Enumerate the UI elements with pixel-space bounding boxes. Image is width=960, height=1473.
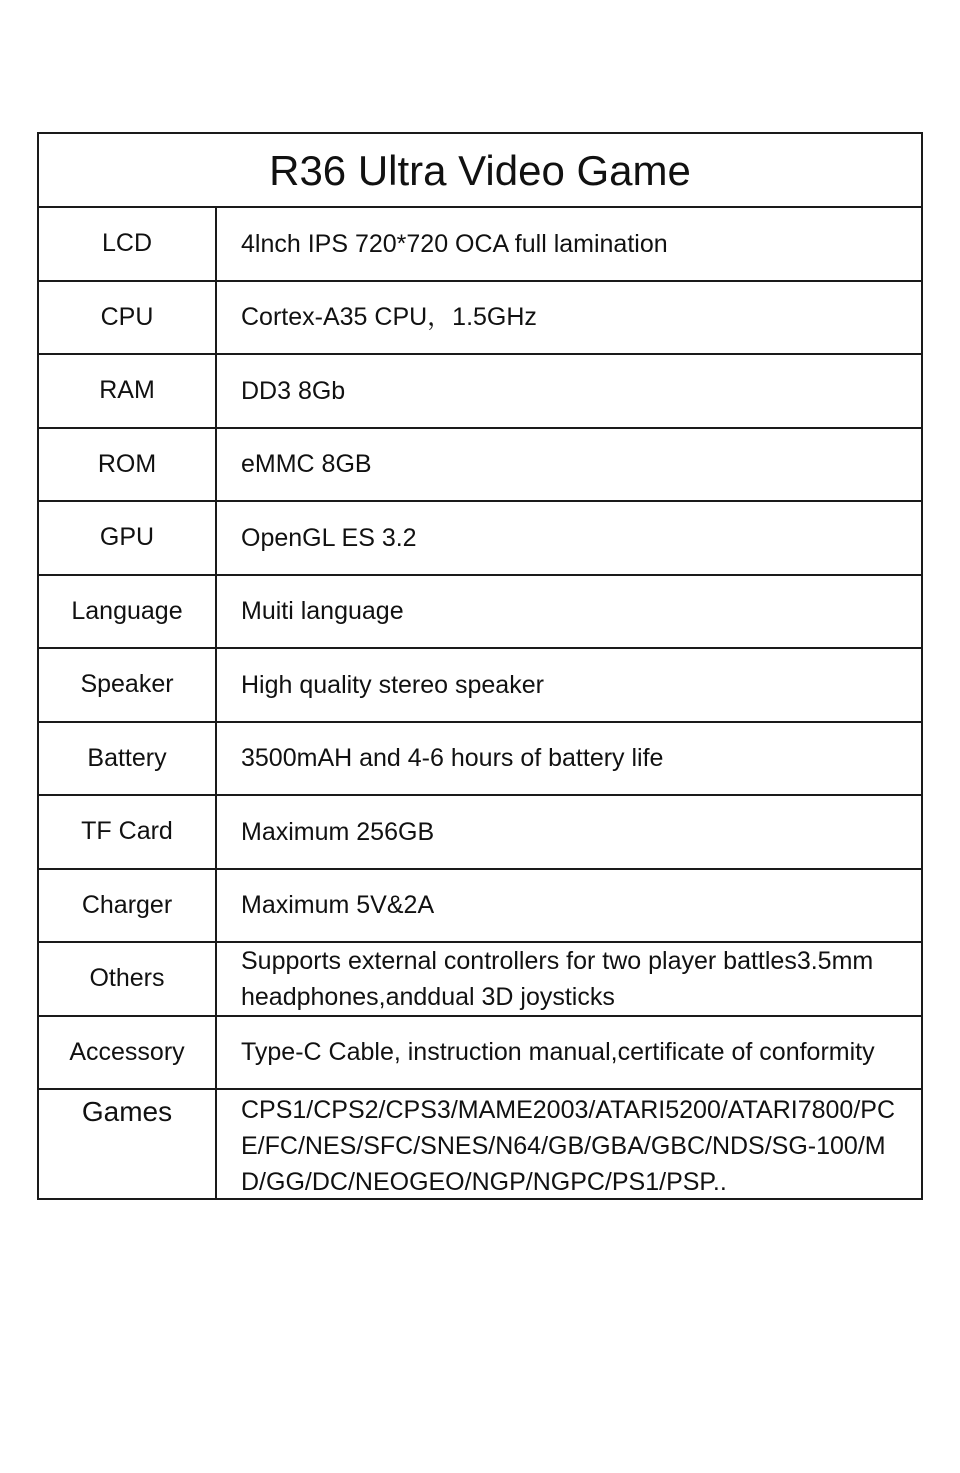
row-label: Speaker	[39, 649, 217, 721]
spec-rows	[39, 208, 921, 1198]
table-row	[39, 208, 921, 282]
row-value: Type-C Cable, instruction manual,certificate of conformity	[241, 1038, 875, 1067]
table-row	[39, 1090, 921, 1198]
row-value: CPS1/CPS2/CPS3/MAME2003/ATARI5200/ATARI7800/PCE/FC/NES/SFC/SNES/N64/GB/GBA/GBC/NDS/SG-100/MD/GG/DC/NEOGEO/NGP/NGPC/PS1/PSP..	[241, 1096, 895, 1196]
spec-table	[37, 132, 923, 1200]
row-label: Language	[39, 576, 217, 648]
table-row	[39, 576, 921, 650]
row-value: Maximum 5V&2A	[241, 891, 435, 920]
row-value: 3500mAH and 4-6 hours of battery life	[241, 744, 664, 773]
table-row	[39, 796, 921, 870]
row-value: eMMC 8GB	[241, 450, 372, 479]
row-label: Accessory	[39, 1017, 217, 1089]
row-value: Cortex-A35 CPU，1.5GHz	[241, 303, 537, 332]
table-row	[39, 355, 921, 429]
row-label: CPU	[39, 282, 217, 354]
row-label: GPU	[39, 502, 217, 574]
row-value: OpenGL ES 3.2	[241, 523, 417, 552]
page-title: R36 Ultra Video Game	[269, 147, 691, 194]
row-label: Charger	[39, 870, 217, 942]
row-label: Games	[39, 1090, 217, 1198]
table-row	[39, 502, 921, 576]
table-row	[39, 429, 921, 503]
row-label: Battery	[39, 723, 217, 795]
table-row	[39, 649, 921, 723]
row-label: LCD	[39, 208, 217, 280]
row-label: RAM	[39, 355, 217, 427]
row-label: Others	[39, 943, 217, 1015]
table-row	[39, 943, 921, 1017]
table-row	[39, 282, 921, 356]
table-row	[39, 870, 921, 944]
title-row	[39, 134, 921, 208]
row-value: 4lnch IPS 720*720 OCA full lamination	[241, 229, 668, 258]
row-value: Maximum 256GB	[241, 817, 435, 846]
table-row	[39, 723, 921, 797]
row-value: Muiti language	[241, 597, 404, 626]
row-label: TF Card	[39, 796, 217, 868]
table-row	[39, 1017, 921, 1091]
row-value: Supports external controllers for two player battles3.5mm headphones,anddual 3D joysticks	[241, 946, 874, 1011]
row-value: High quality stereo speaker	[241, 670, 544, 699]
row-label: ROM	[39, 429, 217, 501]
row-value: DD3 8Gb	[241, 376, 346, 405]
